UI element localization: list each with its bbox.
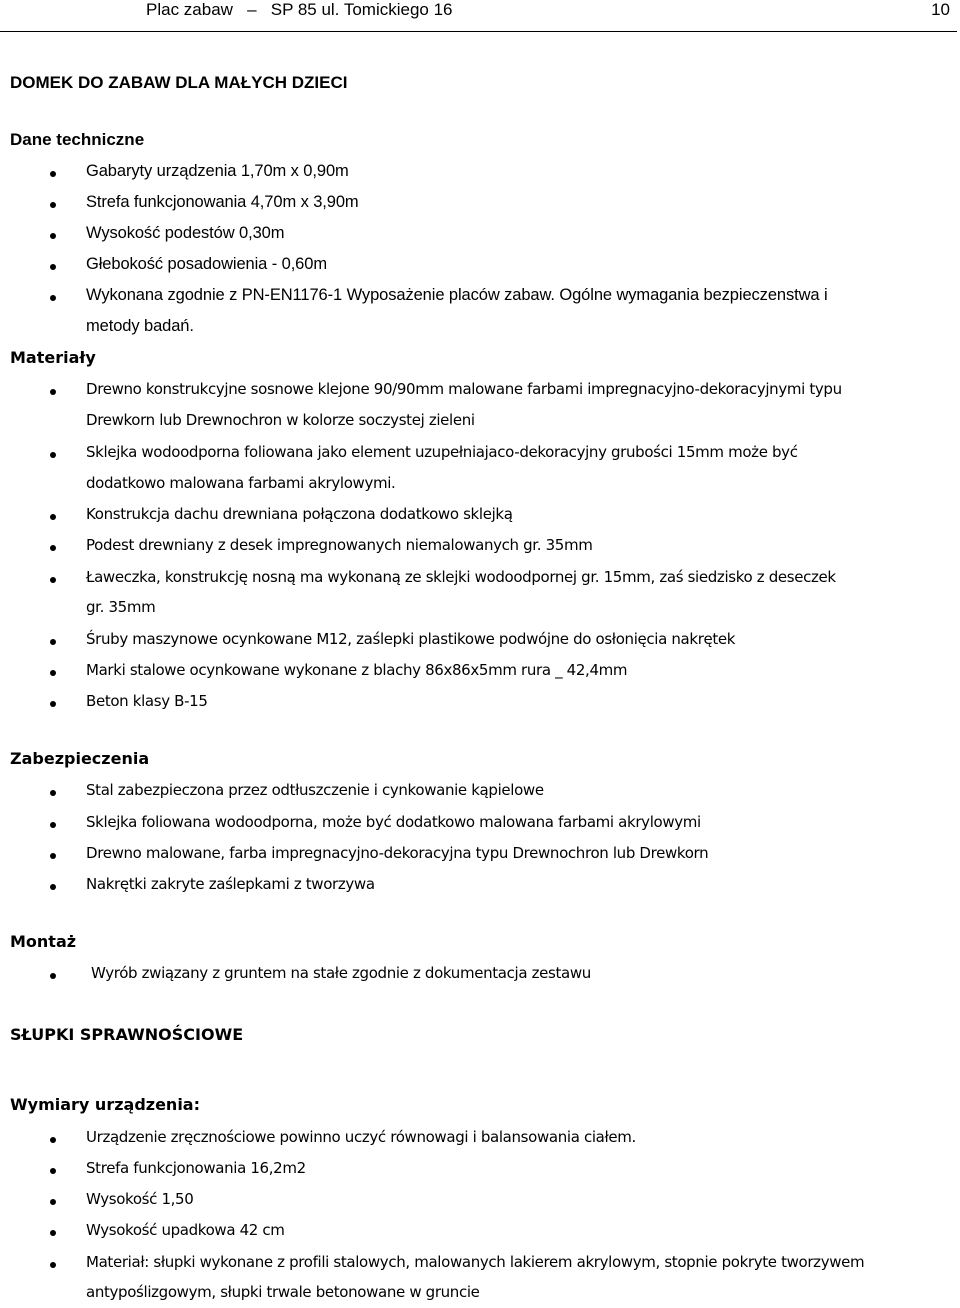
header-title: Plac zabaw – SP 85 ul. Tomickiego 16 xyxy=(146,0,453,19)
heading-tech-data: Dane techniczne xyxy=(10,130,145,149)
heading-materials: Materiały xyxy=(10,348,96,367)
section-title-fitness-posts: SŁUPKI SPRAWNOŚCIOWE xyxy=(10,1025,244,1044)
page-header xyxy=(0,0,957,32)
heading-assembly: Montaż xyxy=(10,932,77,951)
section-title-playhouse: DOMEK DO ZABAW DLA MAŁYCH DZIECI xyxy=(10,73,348,92)
page-number: 10 xyxy=(931,0,950,19)
heading-dimensions: Wymiary urządzenia: xyxy=(10,1095,200,1114)
heading-protection: Zabezpieczenia xyxy=(10,749,150,768)
